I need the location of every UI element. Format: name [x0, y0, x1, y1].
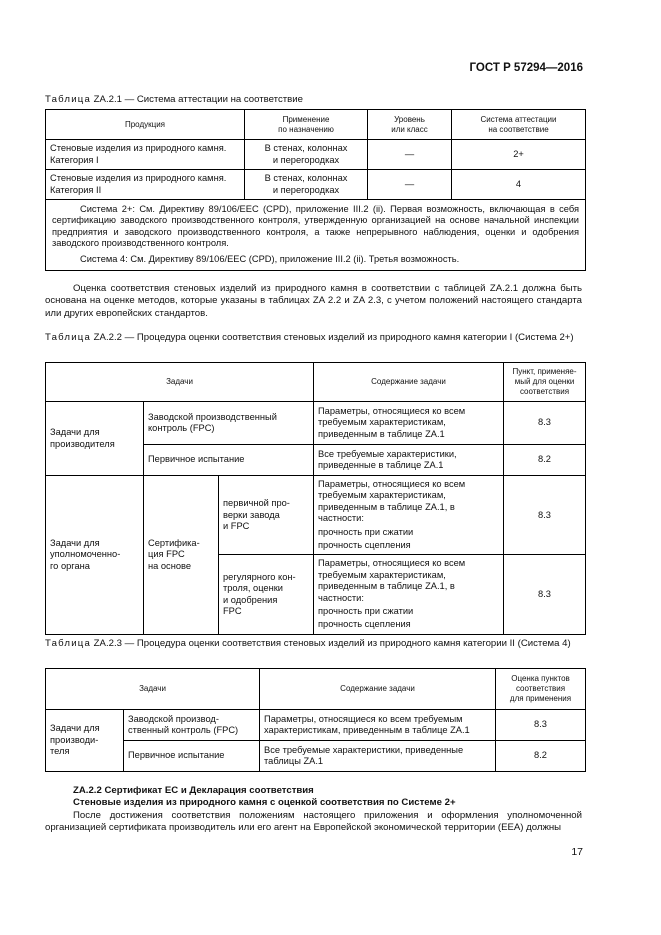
table1-note-system4: Система 4: См. Директиву 89/106/ЕЕС (CPD), приложение III.2 (ii). Третья возможность. [80, 253, 460, 264]
table2-regular-cell: регулярного кон- троля, оценки и одобрения FPC [219, 555, 314, 634]
table2-header-tasks: Задачи [46, 363, 314, 402]
table1-system-cell: 2+ [452, 140, 586, 170]
table2-regular-item: прочность сцепления [318, 619, 411, 630]
paragraph-assessment-text: Оценка соответствия стеновых изделий из природного камня в соответствии с таблицей ZA.2.1 должна быть основана на оценке методов, которые указаны в таблицах ZA 2.2 и ZA 2.3, с учетом положений настоящего стандарта или других европейских стандартов. [45, 283, 582, 319]
table2-fpc-content: Параметры, относящиеся ко всем требуемым характеристикам, приведенным в таблице ZA.1 [314, 402, 504, 445]
table1-caption [45, 94, 303, 106]
table-row [46, 140, 586, 170]
table3-itt-cell: Первичное испытание [124, 741, 260, 772]
section-text: После достижения соответствия положениям настоящего приложения и оформления уполномоченной организацией сертификата производитель или его агент на Европейской экономической территории (ЕЕА) должны [45, 809, 582, 834]
table2-regular-content-cell [314, 555, 504, 634]
table2-itt-clause: 8.2 [504, 445, 586, 476]
table1-header-level: Уровень или класс [368, 110, 452, 140]
table2-caption-prefix: Таблица [45, 332, 92, 343]
table2-regular-item: прочность при сжатии [318, 606, 414, 617]
procedure-table-category1 [45, 362, 586, 635]
section-heading: ZA.2.2 Сертификат ЕС и Декларация соответствия [73, 785, 314, 796]
procedure-table-category2 [45, 668, 586, 772]
table3-caption-prefix: Таблица [45, 638, 92, 649]
table1-level-cell: — [368, 170, 452, 200]
table1-use-cell: В стенах, колоннах и перегородках [245, 140, 368, 170]
table1-header-use: Применение по назначению [245, 110, 368, 140]
page-number: 17 [571, 846, 583, 858]
table-row [46, 476, 586, 555]
table3-header-tasks: Задачи [46, 669, 260, 710]
paragraph-assessment [45, 283, 582, 320]
table2-fpc-clause: 8.3 [504, 402, 586, 445]
table3-caption [45, 638, 585, 650]
table3-fpc-content: Параметры, относящиеся ко всем требуемым характеристикам, приведенным в таблице ZA.1 [260, 710, 496, 741]
table2-cert-cell: Сертифика- ция FPC на основе [144, 476, 219, 635]
table-row [46, 710, 586, 741]
table2-initial-content-cell [314, 476, 504, 555]
table3-fpc-cell: Заводской производ- ственный контроль (FPC) [124, 710, 260, 741]
table2-body-cell: Задачи для уполномоченно- го органа [46, 476, 144, 635]
attestation-table [45, 109, 586, 271]
table1-caption-text: ZA.2.1 — Система аттестации на соответствие [91, 94, 303, 105]
table1-level-cell: — [368, 140, 452, 170]
table3-manufacturer-cell: Задачи для производи- теля [46, 710, 124, 772]
table1-caption-prefix: Таблица [45, 94, 92, 105]
table-row [46, 170, 586, 200]
table2-initial-item: прочность при сжатии [318, 526, 414, 537]
table1-product-cell: Стеновые изделия из природного камня. Категория I [46, 140, 245, 170]
table3-itt-clause: 8.2 [496, 741, 586, 772]
table2-initial-cell: первичной про- верки завода и FPC [219, 476, 314, 555]
table3-header-clause: Оценка пунктов соответствия для применения [496, 669, 586, 710]
table2-itt-cell: Первичное испытание [144, 445, 314, 476]
table3-itt-content: Все требуемые характеристики, приведенные таблицы ZA.1 [260, 741, 496, 772]
table-row [46, 402, 586, 445]
table2-caption-text: ZA.2.2 — Процедура оценки соответствия стеновых изделий из природного камня категории I (Система 2+) [91, 332, 574, 343]
table2-header-clause: Пункт, применяе- мый для оценки соответствия [504, 363, 586, 402]
table1-use-cell: В стенах, колоннах и перегородках [245, 170, 368, 200]
table1-product-cell: Стеновые изделия из природного камня. Категория II [46, 170, 245, 200]
document-id: ГОСТ Р 57294—2016 [469, 62, 583, 74]
table2-regular-clause: 8.3 [504, 555, 586, 634]
section-subheading: Стеновые изделия из природного камня с оценкой соответствия по Системе 2+ [73, 797, 456, 809]
table3-header-content: Содержание задачи [260, 669, 496, 710]
table2-header-content: Содержание задачи [314, 363, 504, 402]
table3-fpc-clause: 8.3 [496, 710, 586, 741]
table1-header-product: Продукция [46, 110, 245, 140]
section-za22 [45, 785, 582, 835]
table1-note-system2plus: Система 2+: См. Директиву 89/106/ЕЕС (CPD), приложение III.2 (ii). Первая возможность, включающая в себя сертификацию заводского производственного контроля, утвержденную организацией на основе начальной инспекции предприятия и заводского производственного контроля, а также непрерывного наблюдения, оценки и одобрения заводского производственного контроля. [52, 204, 579, 249]
table3-caption-text: ZA.2.3 — Процедура оценки соответствия стеновых изделий из природного камня категории II (Система 4) [91, 638, 571, 649]
table1-notes [46, 200, 586, 271]
table1-system-cell: 4 [452, 170, 586, 200]
table2-caption [45, 332, 585, 344]
table2-initial-clause: 8.3 [504, 476, 586, 555]
table2-initial-content: Параметры, относящиеся ко всем требуемым характеристикам, приведенным в таблице ZA.1, в частности: [318, 479, 466, 524]
table2-manufacturer-cell: Задачи для производителя [46, 402, 144, 476]
table2-initial-item: прочность сцепления [318, 540, 411, 551]
table2-fpc-cell: Заводской производственный контроль (FPC) [144, 402, 314, 445]
table1-header-system: Система аттестации на соответствие [452, 110, 586, 140]
table-row [46, 741, 586, 772]
table2-itt-content: Все требуемые характеристики, приведенные в таблице ZA.1 [314, 445, 504, 476]
table2-regular-content: Параметры, относящиеся ко всем требуемым характеристикам, приведенным в таблице ZA.1, в частности: [318, 558, 466, 603]
